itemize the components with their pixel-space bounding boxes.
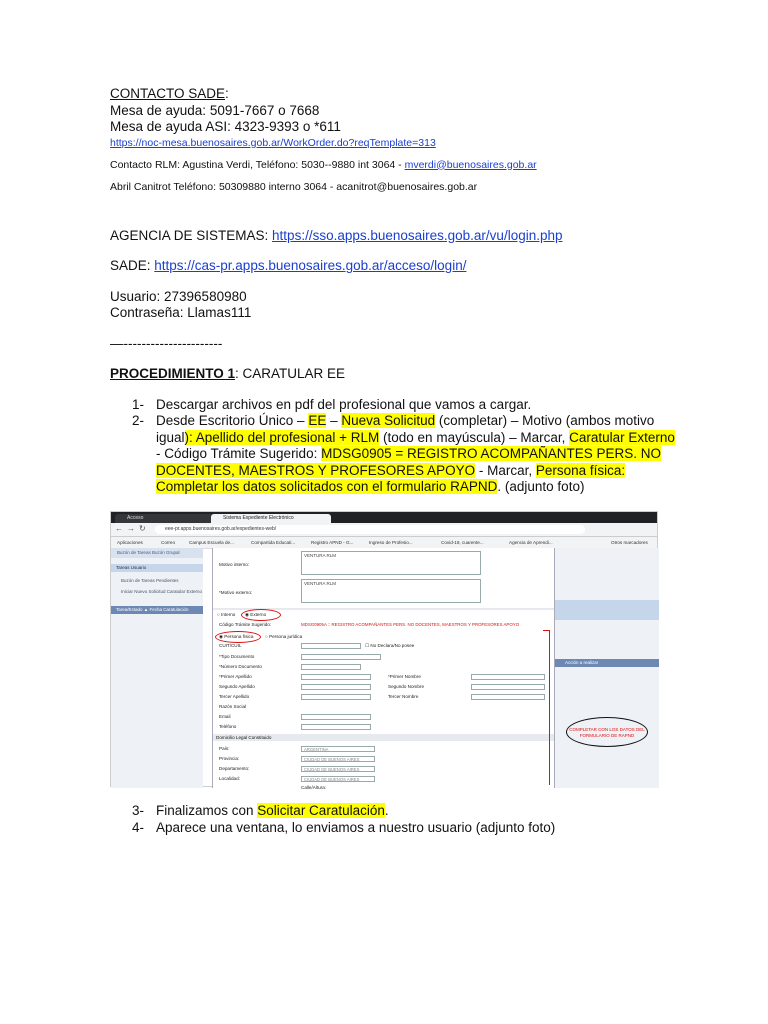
motivo-interno-field[interactable]: VENTURA RLM <box>301 551 481 575</box>
step-4: 4- Aparece una ventana, lo enviamos a nuestro usuario (adjunto foto) <box>132 819 556 835</box>
num-doc-input[interactable] <box>301 664 361 670</box>
step-1: 1- Descargar archivos en pdf del profesional que vamos a cargar. <box>132 396 532 412</box>
motivo-externo-field[interactable]: VENTURA RLM <box>301 579 481 603</box>
codigo-value[interactable]: MDSG0905A :: REGISTRO ACOMPAÑANTES PERS. NO DOCENTES, MAESTROS Y PROFESORES APOYO <box>301 622 520 627</box>
address-bar <box>111 523 657 537</box>
tab-sistema-expediente[interactable]: Sistema Expediente Electrónico <box>211 514 331 523</box>
primer-apellido-input[interactable] <box>301 674 371 680</box>
right-head <box>551 600 659 620</box>
left-row[interactable]: Buzón de Tareas Pendientes <box>121 578 179 583</box>
left-pane <box>111 548 203 788</box>
steps-after <box>110 803 670 836</box>
expediente-form <box>212 548 555 788</box>
tipo-doc-label: *Tipo Documento <box>219 654 255 659</box>
agencia-link[interactable]: https://sso.apps.buenosaires.gob.ar/vu/login.php <box>272 227 563 243</box>
mverdi-email-link[interactable]: mverdi@buenosaires.gob.ar <box>404 158 537 171</box>
embedded-screenshot <box>110 511 658 790</box>
tercer-nombre-input[interactable] <box>471 694 545 700</box>
annotation-note: COMPLETAR CON LOS DATOS DEL FORMULARIO DE RAPND <box>566 717 648 747</box>
departamento-label: Departamento: <box>219 766 250 771</box>
bookmark[interactable]: Ingreso de Profesio... <box>369 540 413 545</box>
codigo-label: Código Trámite Sugerido: <box>219 622 272 627</box>
primer-nombre-label: *Primer Nombre <box>388 674 421 679</box>
localidad-select[interactable]: CIUDAD DE BUENOS AIRES <box>301 776 375 782</box>
step-3: 3- Finalizamos con Solicitar Caratulación. <box>132 803 389 818</box>
tercer-nombre-label: Tercer Nombre <box>388 694 419 699</box>
externo-highlight-oval <box>241 609 281 621</box>
no-posee-checkbox[interactable]: ☐ No Declara/No posee <box>365 643 415 648</box>
segundo-nombre-label: Segundo Nombre <box>388 684 425 689</box>
contrasena: Contraseña: Llamas111 <box>110 305 252 320</box>
tercer-apellido-input[interactable] <box>301 694 371 700</box>
accion-realizar: Acción a realizar <box>551 659 659 667</box>
telefono-label: Teléfono <box>219 724 237 729</box>
separator: —---------------------- <box>110 335 223 351</box>
step-2: 2- Desde Escritorio Único – EE – Nueva Solicitud (completar) – Motivo (ambos motivo igual): Apellido del profesional + RLM (todo en mayúscula) – Marcar, Caratular Externo - Código Trámite Sugerido: MDSG0905 = REGISTRO ACOMPAÑANTES PERS. NO DOCENTES, MAESTROS Y PROFESORES APOYO - Marcar, Persona física: Completar los datos solicitados con el formulario RAPND. (adjunto foto) <box>132 413 675 494</box>
primer-nombre-input[interactable] <box>471 674 545 680</box>
mesa-ayuda-asi: Mesa de ayuda ASI: 4323-9393 o *611 <box>110 119 341 134</box>
bookmark[interactable]: Agencia de Aprendi... <box>509 540 553 545</box>
provincia-select[interactable]: CIUDAD DE BUENOS AIRES <box>301 756 375 762</box>
bookmark[interactable]: Otros marcadores <box>611 540 648 545</box>
bookmark[interactable]: Registro APND - G... <box>311 540 354 545</box>
radio-interno[interactable]: ○ Interno <box>217 612 236 617</box>
segundo-apellido-label: Segundo Apellido <box>219 684 255 689</box>
reload-icon[interactable]: ↻ <box>139 524 146 533</box>
contacto-rlm: Contacto RLM: Agustina Verdi, Teléfono: 5030--9880 int 3064 - mverdi@buenosaires.gob.ar <box>110 158 537 171</box>
forward-icon[interactable]: → <box>127 524 135 533</box>
left-head: Tareas Usuario <box>111 564 203 572</box>
cuit-input[interactable] <box>301 643 361 649</box>
departamento-select[interactable]: CIUDAD DE BUENOS AIRES <box>301 766 375 772</box>
url-input[interactable]: eee-pr.apps.buenosaires.gob.ar/expedientes-web/ <box>155 525 585 534</box>
usuario: Usuario: 27396580980 <box>110 288 247 304</box>
back-icon[interactable]: ← <box>115 524 123 533</box>
browser-tabs <box>111 512 657 523</box>
razon-social-label: Razón Social <box>219 704 247 709</box>
domicilio-section: Domicilio Legal Constituido <box>213 734 554 741</box>
bookmark[interactable]: Covid-19, cuarente... <box>441 540 484 545</box>
right-band <box>551 548 659 788</box>
calle-label: Calle/Altura: <box>301 785 327 790</box>
bookmark[interactable]: Correo <box>161 540 176 545</box>
red-bracket <box>549 630 550 785</box>
bookmark[interactable]: Compartida Educati... <box>251 540 296 545</box>
segundo-nombre-input[interactable] <box>471 684 545 690</box>
pais-select[interactable]: ARGENTINA <box>301 746 375 752</box>
contacto-title: CONTACTO SADE: <box>110 86 229 101</box>
left-row[interactable]: Iniciar Nuevo Solicitud Caratular Externo <box>121 589 203 594</box>
motivo-externo-label: *Motivo externo: <box>219 590 253 595</box>
provincia-label: Provincia: <box>219 756 240 761</box>
tercer-apellido-label: Tercer Apellido <box>219 694 250 699</box>
left-tabs[interactable]: Buzón de Tareas Buzón Grupal <box>111 548 203 558</box>
telefono-input[interactable] <box>301 724 371 730</box>
bookmark[interactable]: Campus Escuela de... <box>189 540 234 545</box>
pais-label: País: <box>219 746 230 751</box>
email-label: Email <box>219 714 231 719</box>
noc-mesa-link[interactable]: https://noc-mesa.buenosaires.gob.ar/WorkOrder.do?reqTemplate=313 <box>110 136 436 149</box>
left-grid-header: Tarea/Estado ▲ Fecha Caratulación <box>111 606 203 614</box>
motivo-interno-label: Motivo interno: <box>219 562 250 567</box>
mesa-ayuda: Mesa de ayuda: 5091-7667 o 7668 <box>110 102 320 118</box>
sade: SADE: https://cas-pr.apps.buenosaires.gob.ar/acceso/login/ <box>110 258 467 273</box>
document-body <box>110 86 675 496</box>
agencia-sistemas: AGENCIA DE SISTEMAS: https://sso.apps.buenosaires.gob.ar/vu/login.php <box>110 227 563 243</box>
num-doc-label: *Número Documento <box>219 664 262 669</box>
primer-apellido-label: *Primer Apellido <box>219 674 252 679</box>
steps-list <box>110 396 675 496</box>
procedimiento-title: PROCEDIMIENTO 1: CARATULAR EE <box>110 366 346 381</box>
bookmark[interactable]: Aplicaciones <box>117 540 143 545</box>
segundo-apellido-input[interactable] <box>301 684 371 690</box>
email-input[interactable] <box>301 714 371 720</box>
radio-persona-juridica[interactable]: ○ Persona jurídica <box>265 634 303 639</box>
cuit-label: CUIT/CUIL <box>219 643 242 648</box>
radio-externo[interactable]: ◉ Externo <box>245 612 267 617</box>
tab-acceso[interactable]: Acceso <box>115 514 219 523</box>
contacto-abril: Abril Canitrot Teléfono: 50309880 interno 3064 - acanitrot@buenosaires.gob.ar <box>110 180 478 193</box>
persona-fisica-oval <box>215 631 261 643</box>
tipo-doc-select[interactable] <box>301 654 381 660</box>
localidad-label: Localidad: <box>219 776 240 781</box>
sade-link[interactable]: https://cas-pr.apps.buenosaires.gob.ar/acceso/login/ <box>154 258 467 273</box>
radio-persona-fisica[interactable]: ◉ Persona física <box>219 634 254 639</box>
